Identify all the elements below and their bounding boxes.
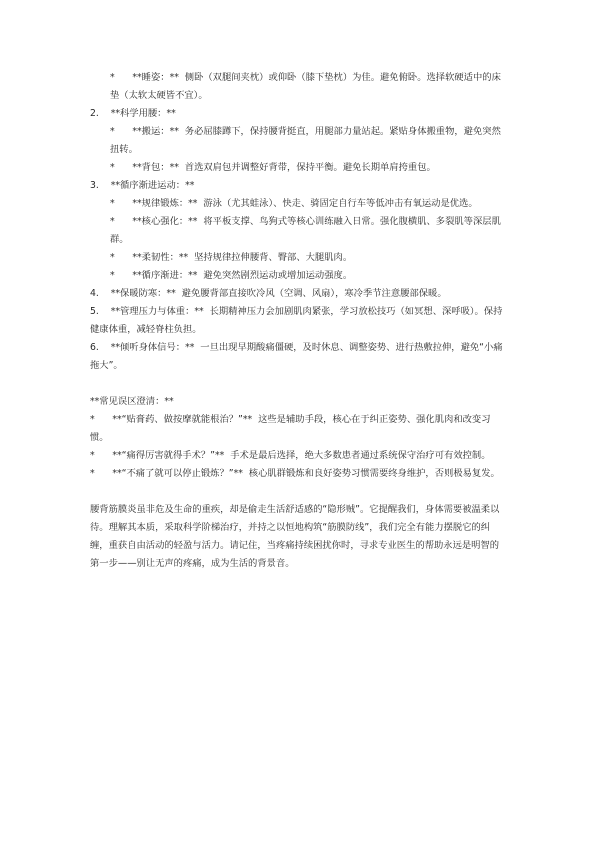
- list-item-misconception-plaster: * **“贴膏药、做按摩就能根治？”** 这些是辅助手段，核心在于纠正姿势、强化肌肉和改变习惯。: [90, 414, 491, 443]
- list-item-stress-weight: 5. **管理压力与体重：** 长期精神压力会加剧肌肉紧张，学习放松技巧（如冥想、深呼吸）。保持健康体重，减轻脊柱负担。: [90, 306, 503, 335]
- paragraph-gap: [90, 483, 508, 501]
- paragraph-gap: [90, 375, 508, 393]
- conclusion-paragraph: 腰背筋膜炎虽非危及生命的重疾，却是偷走生活舒适感的“隐形贼”。它提醒我们，身体需要被温柔以待。理解其本质，采取科学阶梯治疗，并持之以恒地构筑“筋膜防线”，我们完全有能力摆脱它的纠缠，重获自由活动的轻盈与活力。请记住，当疼痛持续困扰你时，寻求专业医生的帮助永远是明智的第一步——别让无声的疼痛，成为生活的背景音。: [90, 504, 500, 569]
- list-item-flexibility: * **柔韧性：** 坚持规律拉伸腰背、臀部、大腿肌肉。: [110, 252, 353, 263]
- list-item-step-by-step: * **循序渐进：** 避免突然剧烈运动或增加运动强度。: [110, 270, 353, 281]
- list-item-keep-warm: 4. **保暖防寒：** 避免腰背部直接吹冷风（空调、风扇），寒冷季节注意腰部保暖。: [90, 288, 447, 299]
- list-item-use-waist-scientifically: 2. **科学用腰：**: [90, 108, 176, 119]
- list-item-body-signals: 6. **倾听身体信号：** 一旦出现早期酸痛僵硬，及时休息、调整姿势、进行热敷拉伸，避免“小痛拖大”。: [90, 342, 503, 371]
- list-item-backpack: * **背包：** 首选双肩包并调整好背带，保持平衡。避免长期单肩挎重包。: [110, 162, 436, 173]
- list-item-misconception-surgery: * **“痛得厉害就得手术？”** 手术是最后选择，绝大多数患者通过系统保守治疗可有效控制。: [90, 450, 491, 461]
- list-item-lifting: * **搬运：** 务必屈膝蹲下，保持腰背挺直，用腿部力量站起。紧贴身体搬重物，避免突然扭转。: [110, 126, 501, 155]
- document-body: [90, 69, 508, 573]
- list-item-misconception-stop-exercise: * **“不痛了就可以停止锻炼？”** 核心肌群锻炼和良好姿势习惯需要终身维护，否则极易复发。: [90, 468, 500, 479]
- list-item-gradual-exercise: 3. **循序渐进运动：**: [90, 180, 195, 191]
- list-item-regular-exercise: * **规律锻炼：** 游泳（尤其蛙泳）、快走、骑固定自行车等低冲击有氧运动是优选。: [110, 198, 478, 209]
- section-heading-misconceptions: **常见误区澄清：**: [90, 396, 174, 407]
- list-item-sleep-posture: * **睡姿：** 侧卧（双腿间夹枕）或仰卧（膝下垫枕）为佳。避免俯卧。选择软硬适中的床垫（太软太硬皆不宜）。: [110, 72, 501, 101]
- list-item-core-strengthening: * **核心强化：** 将平板支撑、鸟狗式等核心训练融入日常。强化腹横肌、多裂肌等深层肌群。: [110, 216, 501, 245]
